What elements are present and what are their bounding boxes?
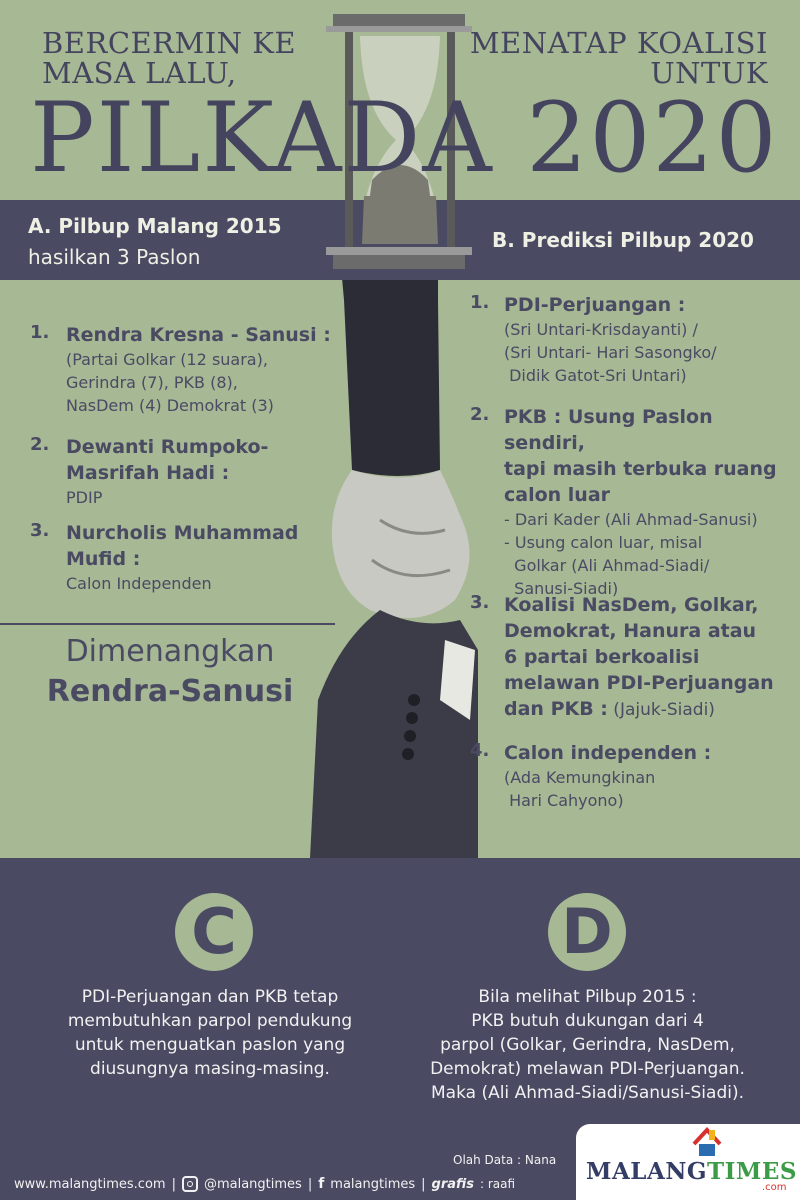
- section-c-text: [40, 985, 380, 1081]
- item-detail: (Sri Untari- Hari Sasongko/: [504, 343, 717, 362]
- separator: |: [171, 1176, 176, 1192]
- section-d-text: [405, 985, 770, 1105]
- footer: [0, 1170, 580, 1200]
- text-line: parpol (Golkar, Gerindra, NasDem,: [440, 1035, 735, 1055]
- item-name: Nurcholis Muhammad: [66, 522, 299, 544]
- list-item: [30, 520, 340, 606]
- text-line: untuk menguatkan paslon yang: [74, 1035, 346, 1055]
- item-name: Rendra Kresna - Sanusi :: [66, 324, 331, 346]
- grafis-name: : raafi: [480, 1177, 516, 1191]
- item-name: PDI-Perjuangan :: [504, 294, 686, 316]
- item-detail: (Sri Untari-Krisdayanti) /: [504, 320, 698, 339]
- data-credit: Olah Data : Nana: [453, 1153, 557, 1167]
- item-detail: NasDem (4) Demokrat (3): [66, 396, 274, 415]
- facebook-icon: f: [318, 1176, 325, 1192]
- item-detail: Calon Independen: [66, 574, 212, 593]
- section-a-title: A. Pilbup Malang 2015: [28, 214, 282, 238]
- item-name: PKB : Usung Paslon sendiri,: [504, 406, 713, 454]
- logo-text-malang: MALANG: [586, 1158, 707, 1185]
- item-detail: PDIP: [66, 488, 103, 507]
- item-number: 2.: [470, 404, 490, 425]
- text-line: PDI-Perjuangan dan PKB tetap: [81, 987, 339, 1007]
- item-detail: (Jajuk-Siadi): [607, 700, 715, 720]
- headline-left: [42, 28, 296, 88]
- item-name: Koalisi NasDem, Golkar,: [504, 594, 759, 616]
- item-name: melawan PDI-Perjuangan: [504, 672, 774, 694]
- logo: [576, 1124, 800, 1200]
- item-detail: Sanusi-Siadi): [504, 579, 619, 598]
- instagram-icon: [182, 1176, 198, 1192]
- separator: |: [421, 1176, 426, 1192]
- item-detail: (Partai Golkar (12 suara),: [66, 350, 268, 369]
- item-detail: (Ada Kemungkinan: [504, 768, 656, 787]
- logo-house-icon: [692, 1126, 722, 1158]
- instagram-link[interactable]: @malangtimes: [203, 1176, 302, 1192]
- list-item: [470, 292, 795, 404]
- upper-sleeve: [342, 278, 440, 476]
- item-name: calon luar: [504, 484, 611, 506]
- separator: |: [307, 1176, 313, 1192]
- item-name: dan PKB :: [504, 698, 608, 720]
- grafis-label: grafis: [431, 1176, 474, 1192]
- list-item: [470, 592, 795, 740]
- item-number: 2.: [30, 434, 50, 455]
- item-name: 6 partai berkoalisi: [504, 646, 700, 668]
- item-number: 4.: [470, 740, 490, 761]
- item-detail: Golkar (Ali Ahmad-Siadi/: [504, 556, 710, 575]
- text-line: Bila melihat Pilbup 2015 :: [478, 987, 697, 1007]
- item-name: Demokrat, Hanura atau: [504, 620, 757, 642]
- list-item: [30, 322, 340, 434]
- item-name: Masrifah Hadi :: [66, 462, 230, 484]
- item-number: 1.: [30, 322, 50, 343]
- item-detail: Gerindra (7), PKB (8),: [66, 373, 238, 392]
- item-detail: - Usung calon luar, misal: [504, 533, 703, 552]
- list-item: [470, 740, 795, 820]
- headline-left-line2: MASA LALU,: [42, 56, 237, 90]
- list-item: [470, 404, 795, 598]
- section-b-title: B. Prediksi Pilbup 2020: [492, 228, 754, 252]
- section-d-badge: D: [548, 893, 626, 971]
- facebook-link[interactable]: malangtimes: [330, 1176, 416, 1192]
- divider: [0, 623, 335, 625]
- section-b-list: [470, 292, 795, 820]
- text-line: PKB butuh dukungan dari 4: [471, 1011, 704, 1031]
- text-line: Maka (Ali Ahmad-Siadi/Sanusi-Siadi).: [431, 1083, 744, 1103]
- logo-suffix: .com: [762, 1182, 787, 1193]
- item-number: 1.: [470, 292, 490, 313]
- item-name: Calon independen :: [504, 742, 712, 764]
- winner-name: Rendra-Sanusi: [46, 674, 294, 709]
- handshake: [332, 470, 470, 618]
- list-item: [30, 434, 340, 520]
- headline-left-line1: BERCERMIN KE: [42, 26, 297, 60]
- hourglass-base: [320, 196, 480, 276]
- item-detail: Hari Cahyono): [504, 791, 624, 810]
- item-name: tapi masih terbuka ruang: [504, 458, 777, 480]
- winner-box: [0, 632, 340, 712]
- headline-right-line1: MENATAP KOALISI: [469, 26, 768, 60]
- section-c-badge: C: [175, 893, 253, 971]
- item-detail: - Dari Kader (Ali Ahmad-Sanusi): [504, 510, 758, 529]
- item-number: 3.: [30, 520, 50, 541]
- text-line: diusungnya masing-masing.: [90, 1059, 330, 1079]
- winner-label: Dimenangkan: [65, 634, 275, 669]
- text-line: Demokrat) melawan PDI-Perjuangan.: [430, 1059, 745, 1079]
- headline-right: [470, 28, 768, 88]
- headline-right-line2: UNTUK: [650, 56, 768, 90]
- section-a-list: [30, 322, 340, 606]
- logo-text-times: TIMES: [707, 1158, 797, 1185]
- section-a-subtitle: hasilkan 3 Paslon: [28, 245, 201, 269]
- item-number: 3.: [470, 592, 490, 613]
- website-link[interactable]: www.malangtimes.com: [14, 1176, 166, 1192]
- text-line: membutuhkan parpol pendukung: [67, 1011, 353, 1031]
- item-name: Mufid :: [66, 548, 141, 570]
- main-title: PILKADA 2020: [30, 82, 779, 194]
- item-detail: Didik Gatot-Sri Untari): [504, 366, 687, 385]
- item-name: Dewanti Rumpoko-: [66, 436, 269, 458]
